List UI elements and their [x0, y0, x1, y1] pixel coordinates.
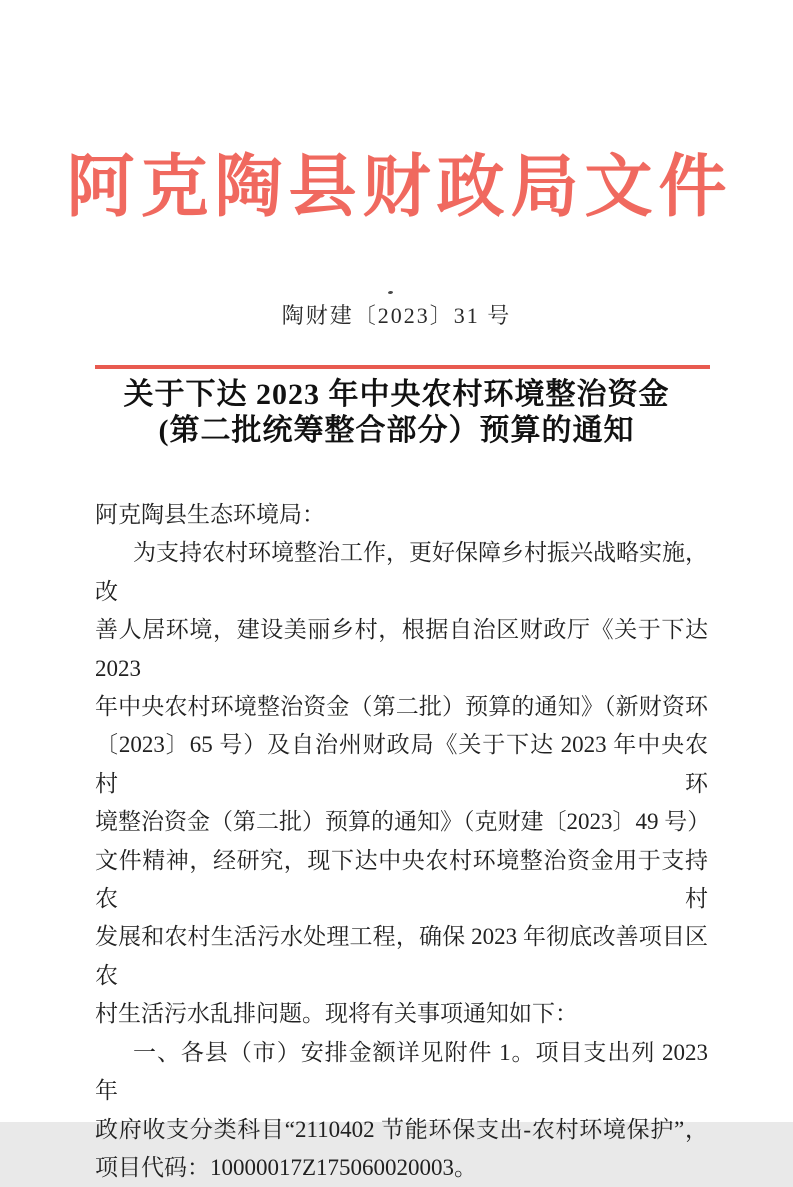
body-line: 〔2023〕65 号）及自治州财政局《关于下达 2023 年中央农村环: [95, 732, 708, 796]
body-line: 文件精神，经研究，现下达中央农村环境整治资金用于支持农村: [95, 847, 708, 912]
document-number: 陶财建〔2023〕31 号: [281, 303, 512, 328]
red-divider-line: [95, 365, 710, 369]
body-line: 政府收支分类科目“2110402 节能环保支出-农村环境保护”，: [95, 1116, 708, 1142]
document-title: [0, 377, 793, 449]
agency-header-title: 阿克陶县财政局文件: [66, 149, 733, 225]
body-line: 善人居环境，建设美丽乡村，根据自治区财政厅《关于下达 2023: [95, 617, 708, 681]
body-line: 发展和农村生活污水处理工程，确保 2023 年彻底改善项目区农: [95, 924, 708, 988]
body-line: 村生活污水乱排问题。现将有关事项通知如下：: [95, 1001, 578, 1027]
document-title-line-2: (第二批统筹整合部分）预算的通知: [158, 414, 635, 447]
document-title-line-1: 关于下达 2023 年中央农村环境整治资金: [123, 378, 670, 411]
scan-artifact-dot: [388, 291, 393, 295]
document-body: [95, 496, 711, 1187]
body-line: 为支持农村环境整治工作，更好保障乡村振兴战略实施，改: [95, 540, 708, 604]
body-salutation-line: 阿克陶县生态环境局：: [95, 502, 325, 527]
body-line: 境整治资金（第二批）预算的通知》（克财建〔2023〕49 号）: [95, 809, 711, 835]
body-line: 年中央农村环境整治资金（第二批）预算的通知》（新财资环: [95, 694, 708, 720]
body-line: 一、各县（市）安排金额详见附件 1。项目支出列 2023 年: [95, 1039, 708, 1104]
body-line: 项目代码：10000017Z175060020003。: [95, 1154, 478, 1180]
